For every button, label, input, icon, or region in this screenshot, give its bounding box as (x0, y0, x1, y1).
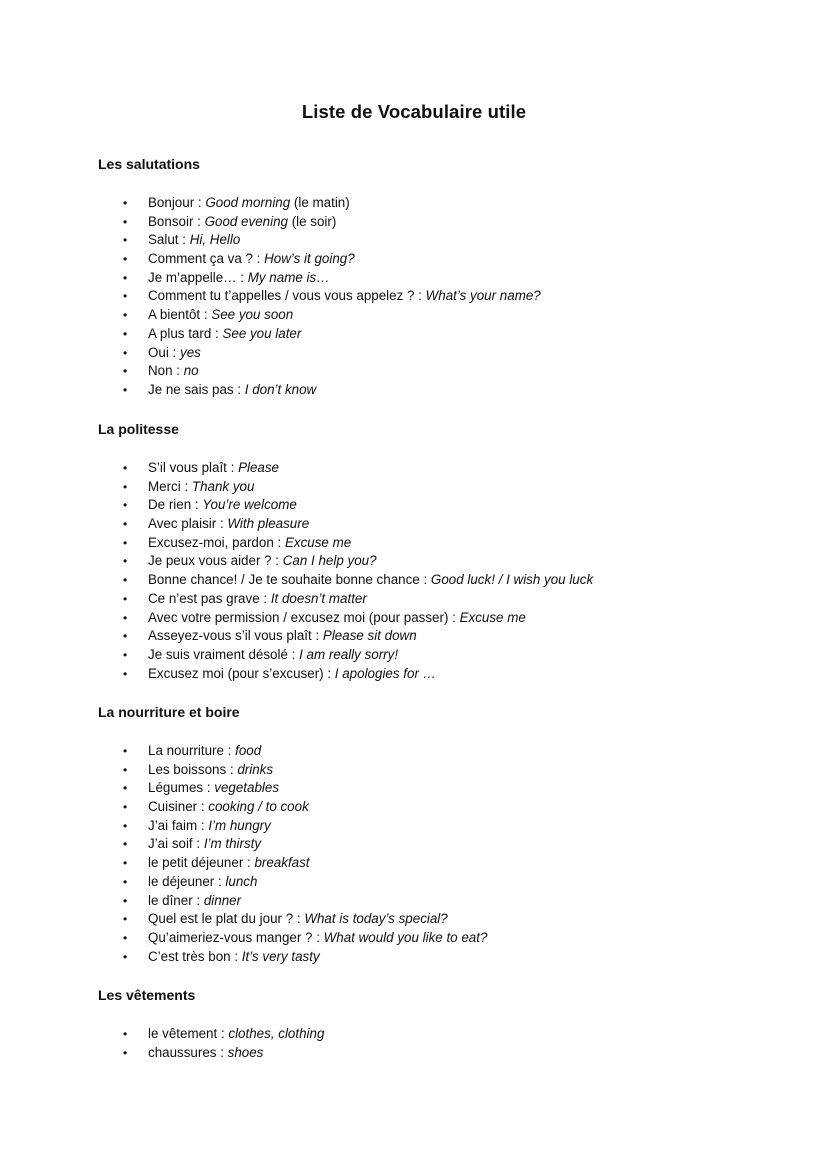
french-term: le dîner : (148, 892, 204, 908)
english-translation: food (235, 743, 262, 758)
bullet-icon: • (123, 610, 128, 625)
vocab-item (98, 534, 738, 553)
french-term: Bonsoir : (148, 213, 205, 229)
vocab-item (98, 1044, 738, 1063)
vocab-item (98, 892, 738, 911)
vocab-item (98, 344, 738, 363)
bullet-icon: • (123, 781, 128, 796)
english-translation: cooking / to cook (208, 799, 309, 815)
page-title: Liste de Vocabulaire utile (301, 101, 527, 122)
usage-note: (le soir) (287, 213, 337, 229)
section (98, 703, 738, 966)
vocab-item (98, 496, 738, 515)
english-translation: Hi, Hello (189, 232, 241, 248)
bullet-icon: • (123, 345, 128, 360)
bullet-icon: • (123, 382, 128, 397)
english-translation: See you later (222, 325, 302, 341)
english-translation: See you soon (211, 307, 294, 323)
english-translation: Please (238, 460, 280, 475)
english-translation: You’re welcome (202, 497, 297, 513)
bullet-icon: • (123, 498, 128, 513)
vocab-item (98, 817, 738, 836)
bullet-icon: • (123, 326, 128, 341)
bullet-icon: • (123, 479, 128, 494)
vocab-item (98, 194, 738, 213)
bullet-icon: • (123, 912, 128, 927)
vocab-item (98, 269, 738, 288)
bullet-icon: • (123, 196, 128, 210)
vocab-item (98, 478, 738, 497)
vocab-item (98, 590, 738, 609)
bullet-icon: • (123, 856, 128, 871)
french-term: Avec plaisir : (148, 516, 228, 532)
french-term: Oui : (148, 344, 180, 360)
english-translation: Excuse me (459, 609, 526, 625)
bullet-icon: • (123, 837, 128, 852)
bullet-icon: • (123, 517, 128, 532)
bullet-icon: • (123, 818, 128, 833)
vocab-item (98, 609, 738, 628)
french-term: De rien : (148, 497, 203, 513)
french-term: Comment ça va ? : (148, 251, 265, 267)
english-translation: vegetables (214, 780, 280, 796)
vocab-item (98, 231, 738, 250)
bullet-icon: • (123, 1027, 128, 1041)
section-heading: Les vêtements (98, 987, 196, 1003)
vocab-list (98, 1025, 738, 1062)
vocab-item (98, 761, 738, 780)
french-term: Bonjour : (148, 195, 206, 210)
bullet-icon: • (123, 364, 128, 379)
vocab-list (98, 742, 738, 966)
bullet-icon: • (123, 252, 128, 267)
french-term: Cuisiner : (148, 799, 209, 815)
bullet-icon: • (123, 930, 128, 945)
french-term: S’il vous plaît : (148, 460, 239, 475)
vocab-list (98, 194, 738, 400)
english-translation: It doesn’t matter (270, 590, 367, 606)
bullet-icon: • (123, 1045, 128, 1060)
english-translation: Good morning (205, 195, 291, 210)
english-translation: drinks (237, 761, 274, 777)
english-translation: My name is… (247, 269, 330, 285)
section (98, 420, 738, 683)
vocab-item (98, 948, 738, 967)
section (98, 155, 738, 400)
french-term: Excusez moi (pour s’excuser) : (148, 665, 335, 681)
french-term: Je m’appelle… : (148, 269, 248, 285)
french-term: Avec votre permission / excusez moi (pour passer) : (148, 609, 460, 625)
section-heading: Les salutations (98, 156, 200, 172)
english-translation: I don’t know (244, 381, 317, 397)
french-term: Qu’aimeriez-vous manger ? : (148, 929, 324, 945)
french-term: Comment tu t’appelles / vous vous appelez ? : (148, 288, 426, 304)
english-translation: yes (180, 344, 201, 360)
bullet-icon: • (123, 214, 128, 229)
english-translation: Excuse me (284, 534, 352, 550)
bullet-icon: • (123, 647, 128, 662)
bullet-icon: • (123, 874, 128, 889)
bullet-icon: • (123, 270, 128, 285)
french-term: La nourriture : (148, 743, 236, 758)
english-translation: Thank you (191, 478, 255, 494)
english-translation: no (183, 363, 199, 379)
vocab-item (98, 213, 738, 232)
vocab-item (98, 873, 738, 892)
english-translation: What would you like to eat? (323, 929, 488, 945)
vocab-item (98, 306, 738, 325)
vocab-item (98, 515, 738, 534)
french-term: Asseyez-vous s’il vous plaît : (148, 628, 323, 644)
bullet-icon: • (123, 762, 128, 777)
vocab-item (98, 779, 738, 798)
french-term: Bonne chance! / Je te souhaite bonne chance : (148, 572, 431, 588)
english-translation: I’m hungry (208, 817, 271, 833)
english-translation: dinner (203, 892, 242, 908)
usage-note: (le matin) (290, 195, 350, 210)
french-term: Je peux vous aider ? : (148, 553, 283, 569)
english-translation: Can I help you? (282, 553, 377, 569)
vocab-item (98, 835, 738, 854)
vocab-item (98, 646, 738, 665)
english-translation: What’s your name? (425, 288, 541, 304)
english-translation: shoes (227, 1044, 264, 1060)
french-term: le déjeuner : (148, 873, 226, 889)
section (98, 986, 738, 1062)
english-translation: I’m thirsty (203, 836, 262, 852)
vocab-item (98, 362, 738, 381)
french-term: le petit déjeuner : (148, 855, 255, 871)
french-term: Salut : (148, 232, 190, 248)
english-translation: Please sit down (322, 628, 417, 644)
english-translation: Good evening (204, 213, 288, 229)
bullet-icon: • (123, 893, 128, 908)
french-term: J’ai soif : (148, 836, 204, 852)
english-translation: I apologies for … (334, 665, 437, 681)
vocab-item (98, 325, 738, 344)
english-translation: How’s it going? (264, 251, 355, 267)
english-translation: breakfast (254, 855, 310, 871)
vocab-item (98, 665, 738, 684)
english-translation: What is today’s special? (304, 911, 448, 927)
bullet-icon: • (123, 666, 128, 681)
vocab-item (98, 381, 738, 400)
french-term: Merci : (148, 478, 192, 494)
french-term: A bientôt : (148, 307, 212, 323)
section-heading: La nourriture et boire (98, 704, 240, 720)
vocab-item (98, 1025, 738, 1044)
bullet-icon: • (123, 461, 128, 475)
english-translation: It’s very tasty (241, 948, 320, 964)
vocab-item (98, 798, 738, 817)
french-term: C’est très bon : (148, 948, 242, 964)
bullet-icon: • (123, 535, 128, 550)
english-translation: clothes, clothing (228, 1026, 325, 1041)
french-term: le vêtement : (148, 1026, 229, 1041)
bullet-icon: • (123, 591, 128, 606)
bullet-icon: • (123, 800, 128, 815)
bullet-icon: • (123, 554, 128, 569)
vocab-item (98, 627, 738, 646)
bullet-icon: • (123, 949, 128, 964)
bullet-icon: • (123, 629, 128, 644)
french-term: Excusez-moi, pardon : (148, 534, 285, 550)
french-term: chaussures : (148, 1044, 228, 1060)
french-term: A plus tard : (148, 325, 223, 341)
french-term: Je ne sais pas : (148, 381, 245, 397)
english-translation: I am really sorry! (299, 646, 399, 662)
bullet-icon: • (123, 289, 128, 304)
bullet-icon: • (123, 573, 128, 588)
vocab-item (98, 929, 738, 948)
vocab-item (98, 742, 738, 761)
french-term: J’ai faim : (148, 817, 209, 833)
vocab-item (98, 287, 738, 306)
french-term: Non : (148, 363, 184, 379)
vocab-item (98, 854, 738, 873)
french-term: Légumes : (148, 780, 215, 796)
english-translation: With pleasure (227, 516, 310, 532)
vocab-item (98, 571, 738, 590)
vocab-item (98, 250, 738, 269)
vocab-item (98, 910, 738, 929)
bullet-icon: • (123, 233, 128, 248)
english-translation: lunch (225, 873, 258, 889)
bullet-icon: • (123, 308, 128, 323)
vocab-item (98, 459, 738, 478)
french-term: Les boissons : (148, 761, 238, 777)
english-translation: Good luck! / I wish you luck (430, 572, 594, 588)
section-heading: La politesse (98, 421, 179, 437)
vocab-list (98, 459, 738, 683)
french-term: Je suis vraiment désolé : (148, 646, 300, 662)
bullet-icon: • (123, 744, 128, 758)
french-term: Ce n’est pas grave : (148, 590, 271, 606)
french-term: Quel est le plat du jour ? : (148, 911, 305, 927)
vocab-item (98, 552, 738, 571)
